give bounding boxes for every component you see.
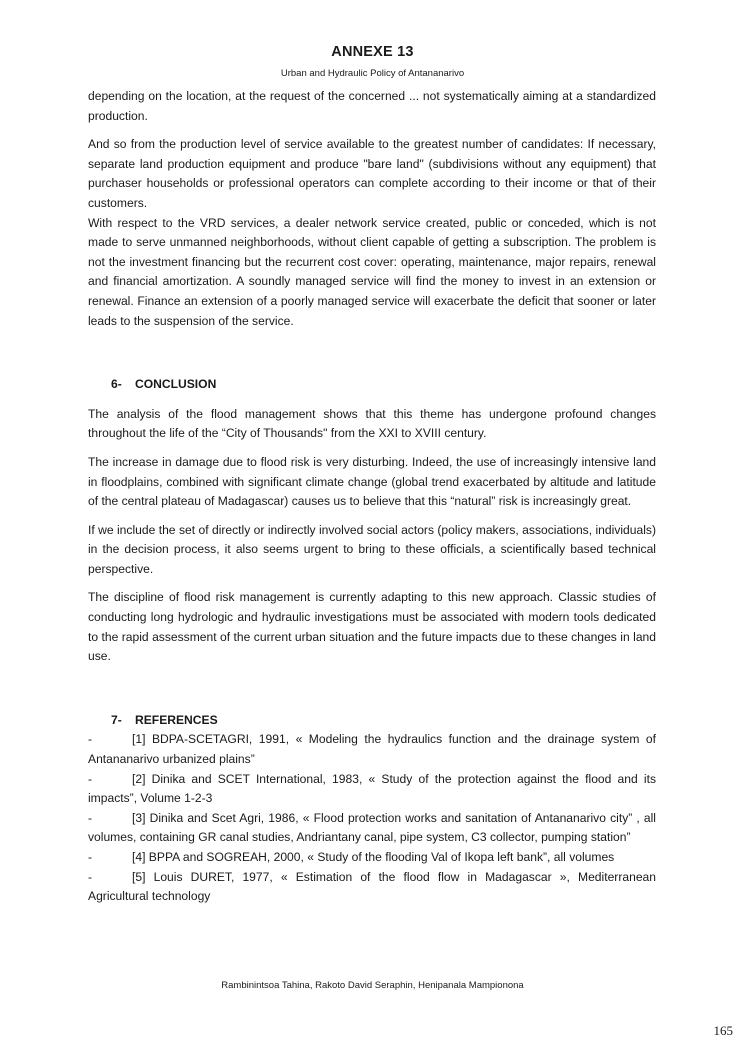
body-paragraph: If we include the set of directly or indirectly involved social actors (policy makers, associations, individuals) in the decision process, it also seems urgent to bring to these officials, a scientifically based technical perspective. bbox=[88, 522, 656, 576]
reference-text: [4] BPPA and SOGREAH, 2000, « Study of the flooding Val of Ikopa left bank”, all volumes bbox=[132, 850, 615, 864]
body-paragraph: The discipline of flood risk management is currently adapting to this new approach. Classic studies of conducting long hydrologic and hydraulic investigations must be associated with modern tools dedicated to the rapid assessment of the current urban situation and the future impacts due to these changes in land use. bbox=[88, 590, 656, 664]
body-paragraph: With respect to the VRD services, a dealer network service created, public or conceded, which is not made to serve unmanned neighborhoods, without client capable of getting a subscription. The problem is not the investment financing but the recurrent cost cover: operating, maintenance, major repairs, renewal and financial amortization. A soundly managed service will find the money to invest in an extension or renewal. Finance an extension of a poorly managed service will exacerbate the deficit that sooner or later leads to the suspension of the service. bbox=[88, 215, 656, 328]
footer-authors: Rambinintsoa Tahina, Rakoto David Seraphin, Henipanala Mampionona bbox=[221, 980, 524, 991]
reference-text: [2] Dinika and SCET International, 1983, « Study of the protection against the flood and its impacts”, Volume 1-2-3 bbox=[88, 771, 656, 806]
list-dash: - bbox=[88, 810, 93, 825]
annex-title: ANNEXE 13 bbox=[331, 44, 414, 60]
document-body bbox=[88, 87, 656, 907]
body-paragraph: depending on the location, at the request of the concerned ... not systematically aiming at a standardized production. bbox=[88, 89, 656, 123]
body-paragraph: The analysis of the flood management shows that this theme has undergone profound changes throughout the life of the “City of Thousands" from the XXI to XVIII century. bbox=[88, 406, 656, 441]
reference-list bbox=[88, 730, 656, 906]
list-dash: - bbox=[88, 732, 93, 747]
body-paragraph: The increase in damage due to flood risk is very disturbing. Indeed, the use of increasingly intensive land in floodplains, combined with significant climate change (global trend exacerbated by altitude and latitude of the central plateau of Madagascar) causes us to believe that this “natural” risk is increasingly great. bbox=[88, 454, 656, 509]
reference-item bbox=[88, 868, 656, 907]
list-dash: - bbox=[88, 850, 93, 864]
section-title: CONCLUSION bbox=[135, 377, 217, 392]
section-heading-conclusion bbox=[88, 375, 656, 395]
page-number: 165 bbox=[713, 1023, 733, 1038]
body-paragraph: And so from the production level of service available to the greatest number of candidates: If necessary, separate land production equipment and produce "bare land" (subdivisions without any equipment) that purchaser households or professional operators can complete according to their income or that of their customers. bbox=[88, 137, 656, 210]
annex-subtitle: Urban and Hydraulic Policy of Antananarivo bbox=[280, 68, 465, 79]
reference-text: [5] Louis DURET, 1977, « Estimation of the flood flow in Madagascar », Mediterranean Agricultural technology bbox=[88, 869, 656, 904]
reference-text: [1] BDPA-SCETAGRI, 1991, « Modeling the hydraulics function and the drainage system of Antananarivo urbanized plains” bbox=[88, 732, 656, 767]
section-number: 7- bbox=[111, 712, 122, 727]
list-dash: - bbox=[88, 869, 93, 884]
reference-item bbox=[88, 730, 656, 769]
reference-item bbox=[88, 770, 656, 809]
section-number: 6- bbox=[111, 377, 122, 392]
section-heading-references bbox=[88, 711, 656, 731]
reference-item bbox=[88, 809, 656, 848]
reference-item bbox=[88, 848, 656, 868]
section-title: REFERENCES bbox=[135, 712, 218, 727]
list-dash: - bbox=[88, 771, 93, 786]
reference-text: [3] Dinika and Scet Agri, 1986, « Flood protection works and sanitation of Antananarivo city” , all volumes, containing GR canal studies, Andriantany canal, pipe system, C3 collector, pumping station” bbox=[88, 810, 656, 845]
